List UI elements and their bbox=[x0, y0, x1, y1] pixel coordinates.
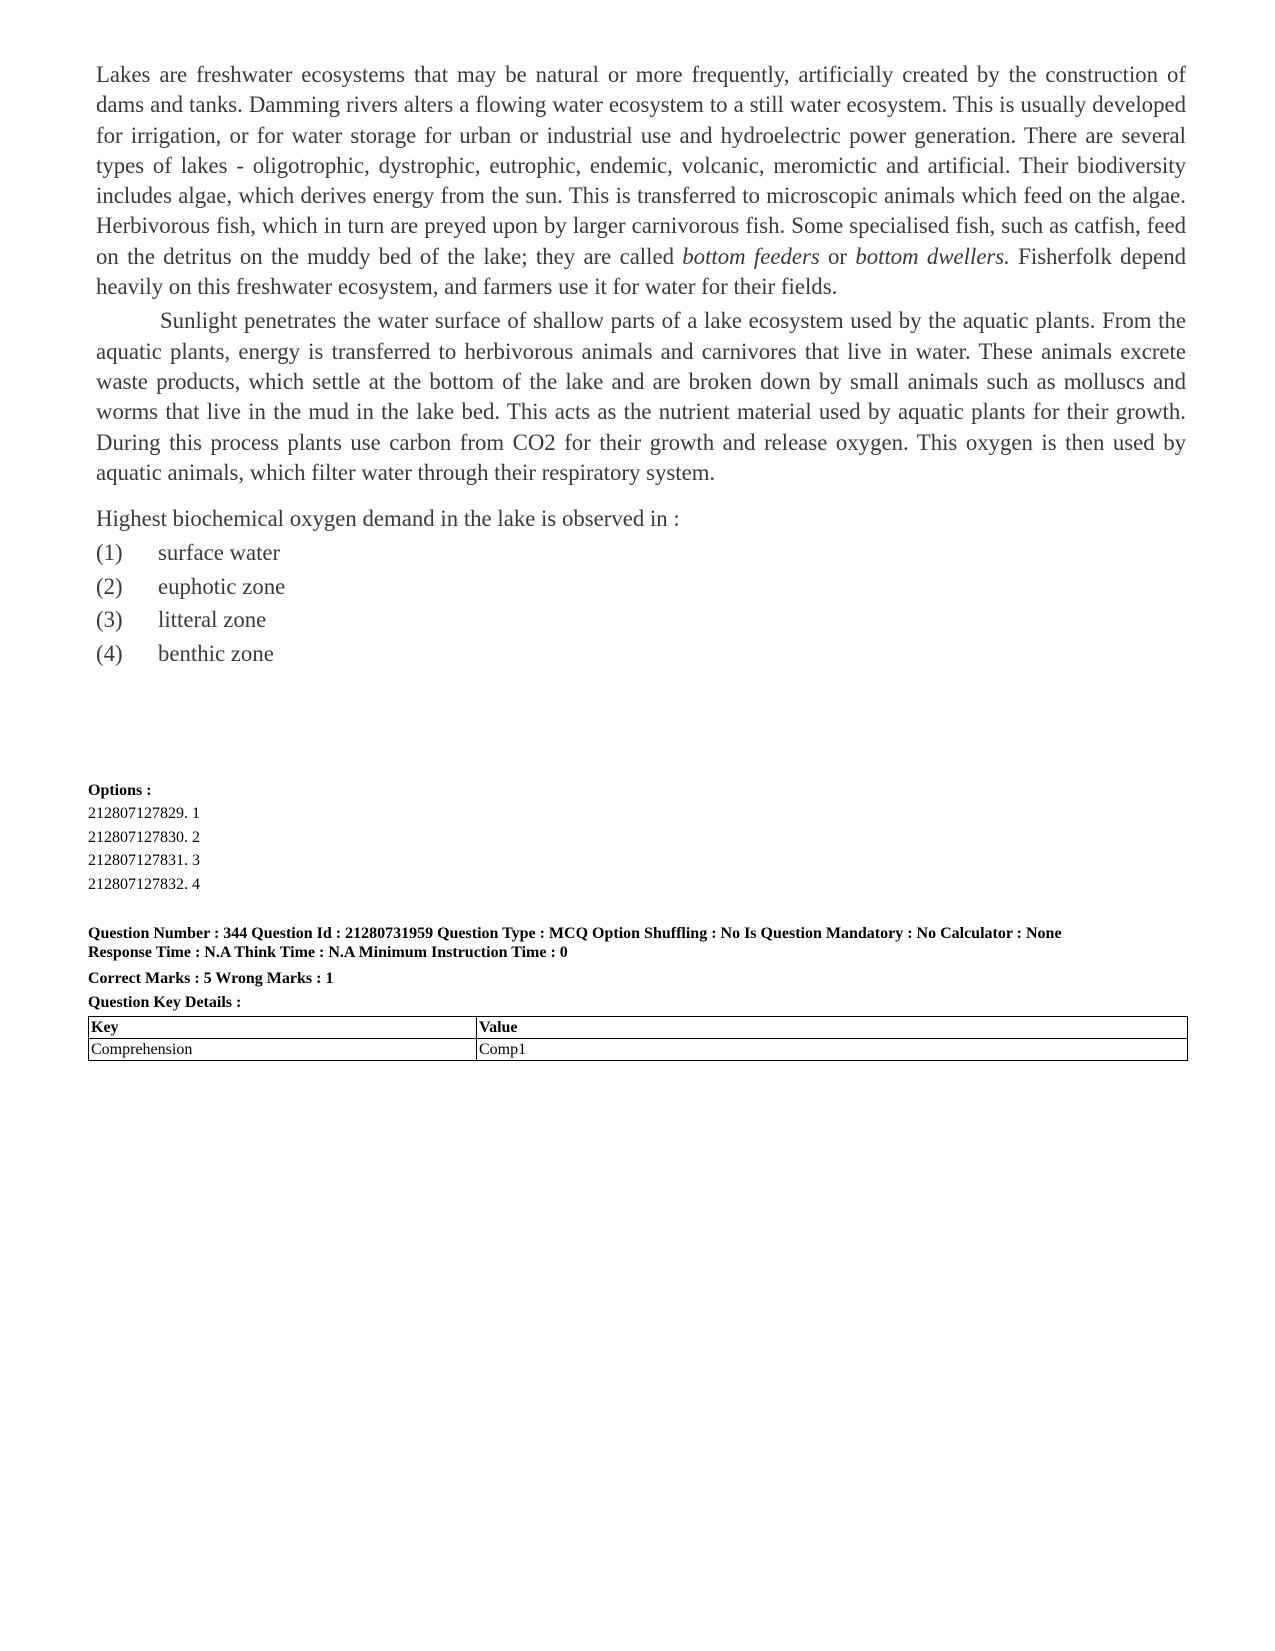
table-row bbox=[89, 1039, 1188, 1061]
option-item: 212807127832. 4 bbox=[88, 875, 200, 893]
italic-term: bottom feeders bbox=[682, 243, 820, 269]
question-info bbox=[88, 924, 1188, 962]
key-details-heading: Question Key Details : bbox=[88, 994, 242, 1011]
passage-paragraph-1 bbox=[96, 60, 1186, 302]
choice-number: (1) bbox=[96, 540, 123, 566]
answer-choice bbox=[96, 637, 1186, 671]
key-details-table bbox=[88, 1016, 1188, 1061]
choice-number: (2) bbox=[96, 573, 123, 599]
options-heading: Options : bbox=[88, 782, 152, 799]
choice-text: benthic zone bbox=[158, 640, 274, 666]
question-info-line-1: Question Number : 344 Question Id : 21280731959 Question Type : MCQ Option Shuffling : No Is Question Mandatory : No Calculator : None bbox=[88, 925, 1062, 942]
answer-choices bbox=[96, 536, 1186, 670]
passage-text: Lakes are freshwater ecosystems that may be natural or more frequently, artificially created by the construction of dams and tanks. Damming rivers alters a flowing water ecosystem to a still water ecosystem. This is usually developed for irrigation, or for water storage for urban or industrial use and hydroelectric power generation. There are several types of lakes - oligotrophic, dystrophic, eutrophic, endemic, volcanic, meromictic and artificial. Their biodiversity includes algae, which derives energy from the sun. This is transferred to microscopic animals which feed on the algae. Herbivorous fish, which in turn are preyed upon by larger carnivorous fish. Some specialised fish, such as catfish, feed on the detritus on the muddy bed of the lake; they are called bbox=[96, 62, 1186, 269]
italic-term: bottom dwellers. bbox=[855, 243, 1010, 269]
option-item: 212807127829. 1 bbox=[88, 805, 200, 822]
passage-text: or bbox=[819, 243, 856, 269]
table-cell-key: Comprehension bbox=[89, 1039, 477, 1061]
choice-number: (3) bbox=[96, 607, 123, 633]
answer-choice bbox=[96, 536, 1186, 570]
table-header-row bbox=[89, 1017, 1188, 1039]
table-header-key: Key bbox=[89, 1017, 477, 1039]
answer-choice bbox=[96, 603, 1186, 637]
passage-paragraph-2: Sunlight penetrates the water surface of shallow parts of a lake ecosystem used by the aquatic plants. From the aquatic plants, energy is transferred to herbivorous animals and carnivores that live in water. These animals excrete waste products, which settle at the bottom of the lake and are broken down by small animals such as molluscs and worms that live in the mud in the lake bed. This acts as the nutrient material used by aquatic plants for their growth. During this process plants use carbon from CO2 for their growth and release oxygen. This oxygen is then used by aquatic animals, which filter water through their respiratory system. bbox=[96, 308, 1186, 485]
choice-text: litteral zone bbox=[158, 607, 267, 633]
options-list bbox=[88, 802, 1188, 896]
passage-text: Fisherfolk depend heavily on this freshwater ecosystem, and farmers use it for water for their fields. bbox=[96, 243, 1187, 300]
table-cell-value: Comp1 bbox=[477, 1039, 1188, 1061]
question-metadata bbox=[88, 780, 1188, 1061]
option-item: 212807127831. 3 bbox=[88, 852, 200, 869]
option-item: 212807127830. 2 bbox=[88, 828, 200, 846]
choice-number: (4) bbox=[96, 640, 123, 666]
comprehension-passage bbox=[96, 60, 1186, 670]
marks-info: Correct Marks : 5 Wrong Marks : 1 bbox=[88, 970, 334, 987]
choice-text: surface water bbox=[158, 540, 281, 566]
choice-text: euphotic zone bbox=[158, 573, 286, 599]
answer-choice bbox=[96, 570, 1186, 604]
question-text: Highest biochemical oxygen demand in the lake is observed in : bbox=[96, 506, 680, 532]
table-header-value: Value bbox=[477, 1017, 1188, 1039]
question-info-line-2: Response Time : N.A Think Time : N.A Minimum Instruction Time : 0 bbox=[88, 944, 568, 961]
